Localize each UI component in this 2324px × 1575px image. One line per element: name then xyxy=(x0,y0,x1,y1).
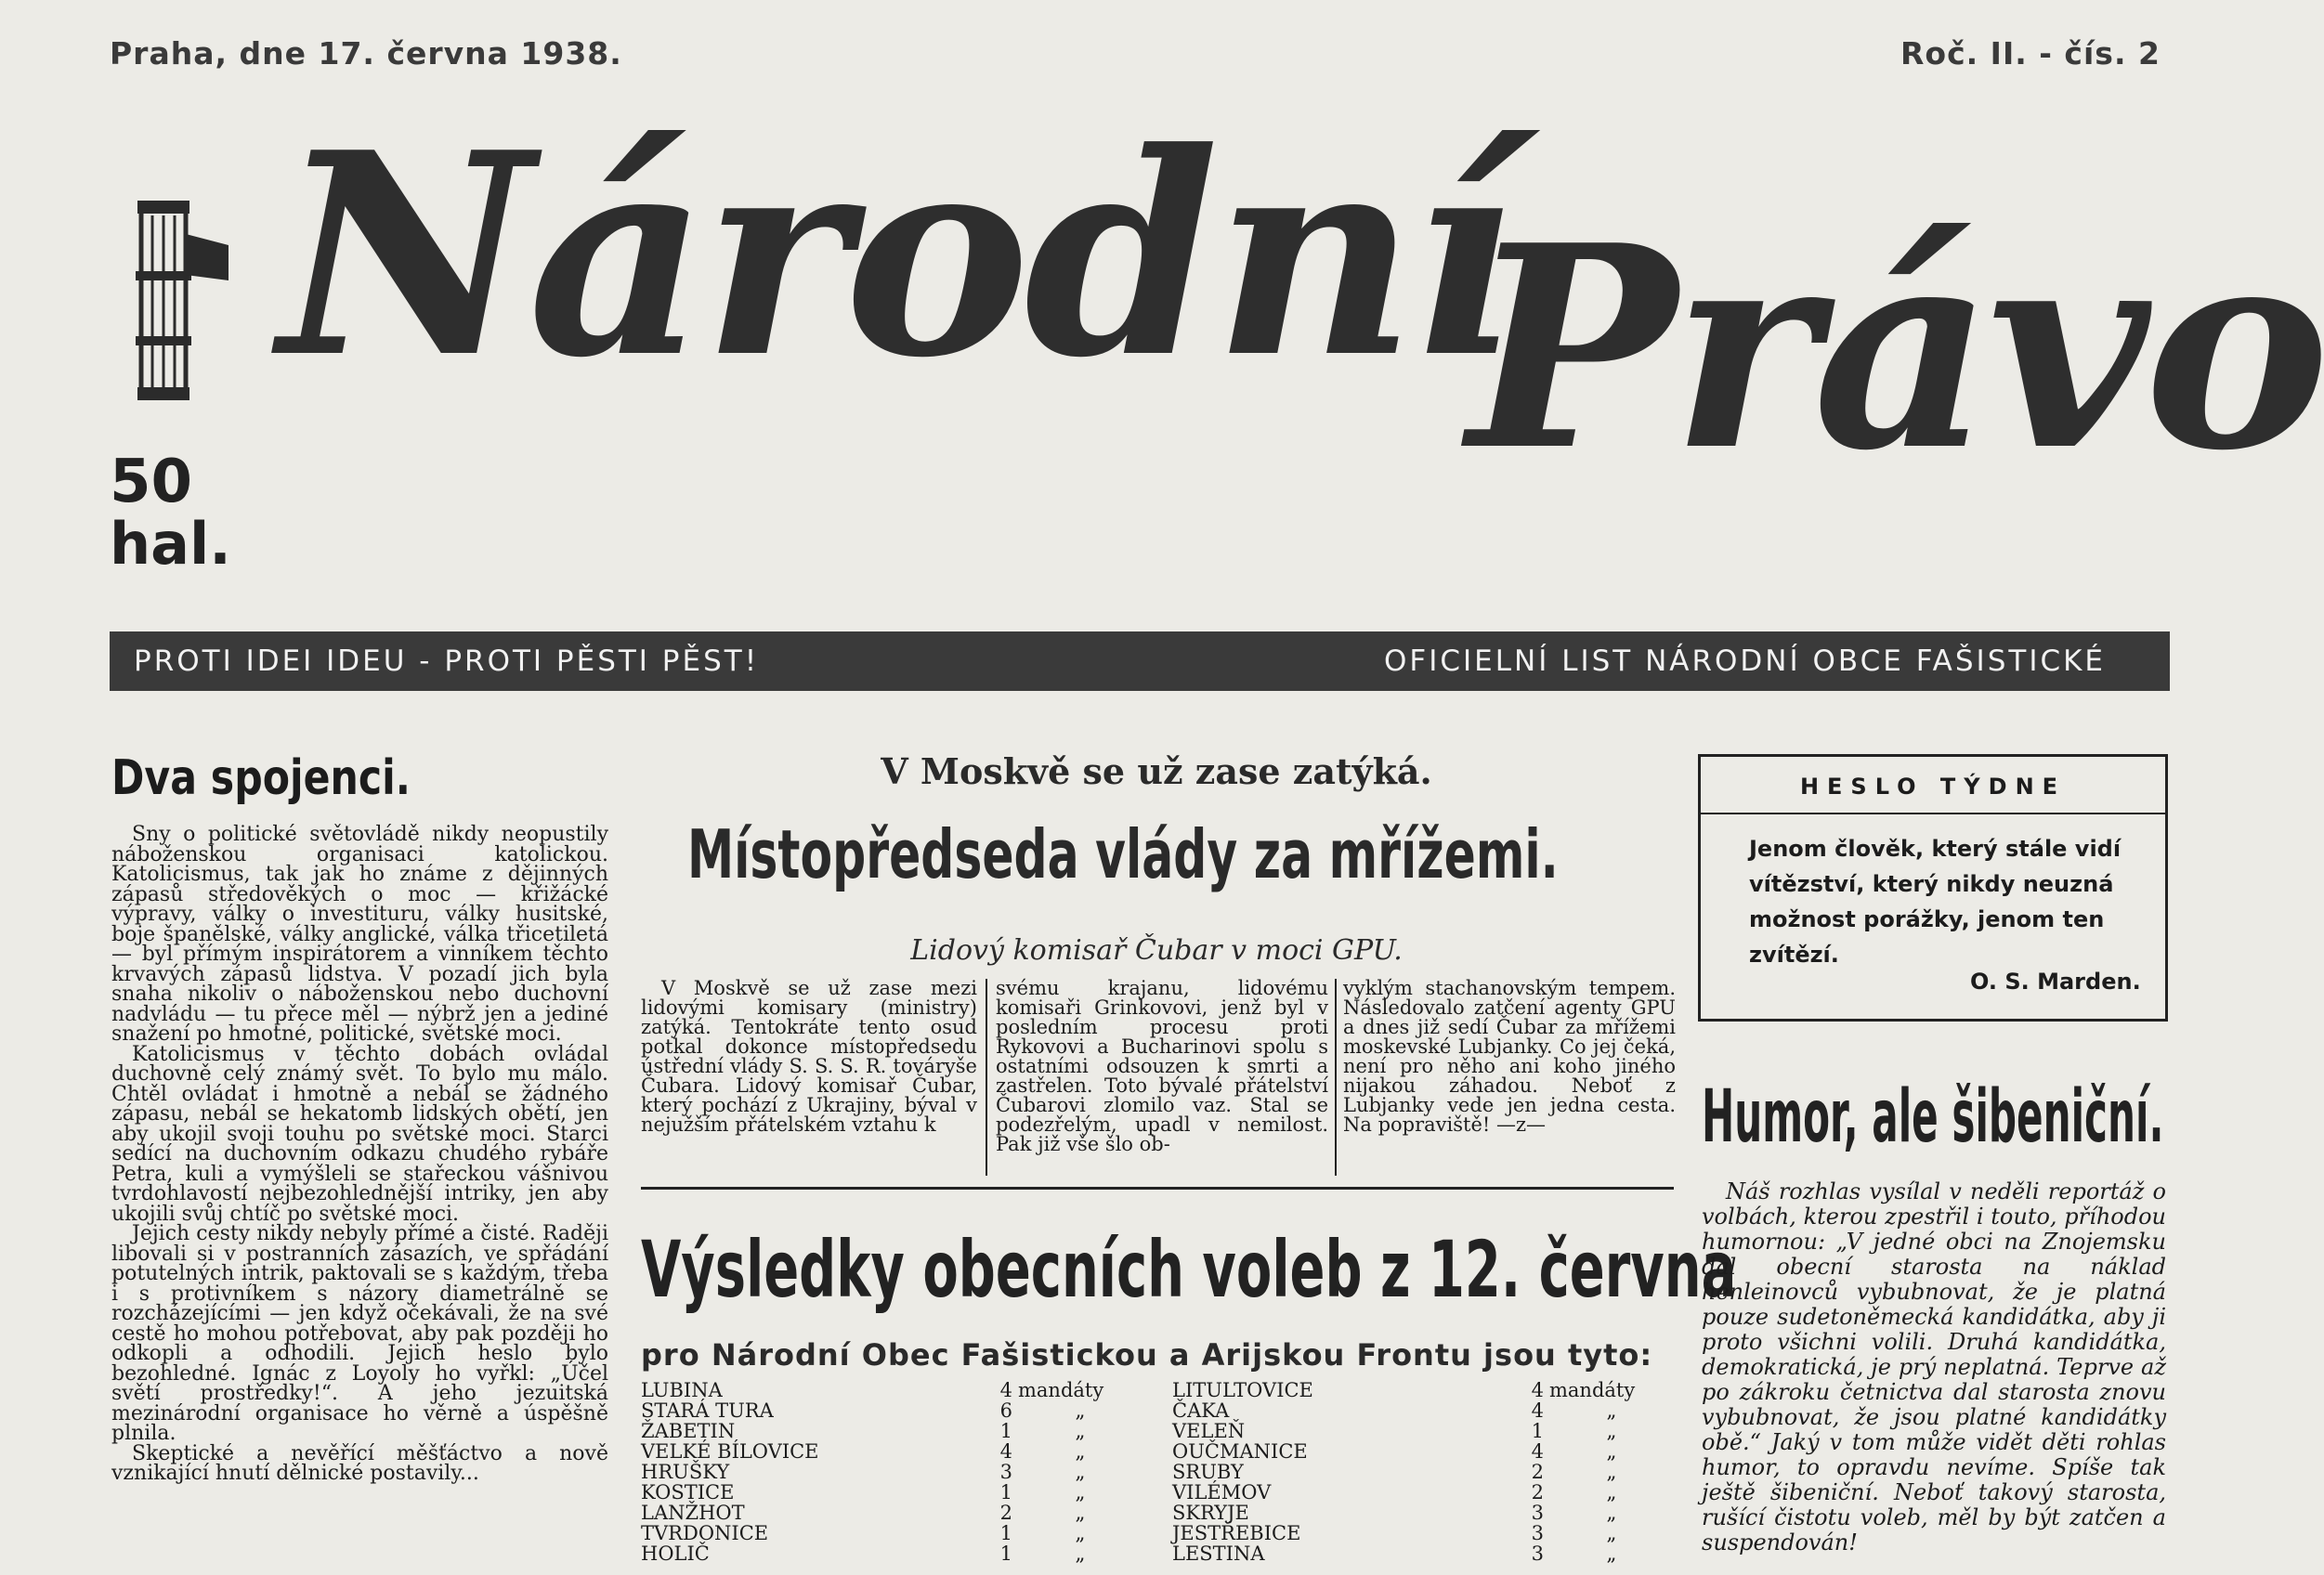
result-town: HRUŠKY xyxy=(641,1461,730,1483)
result-count: 1 xyxy=(999,1481,1012,1503)
result-unit: „ xyxy=(1606,1502,1617,1524)
result-town: LITULTOVICE xyxy=(1172,1379,1313,1401)
result-unit: „ xyxy=(1075,1502,1086,1524)
result-town: LANŽHOT xyxy=(641,1502,745,1524)
result-count: 6 xyxy=(999,1399,1012,1422)
right-article-title: Humor, ale šibeniční. xyxy=(1702,1075,2164,1159)
result-town: VELKÉ BÍLOVICE xyxy=(641,1440,819,1463)
result-unit: „ xyxy=(1606,1420,1617,1442)
result-row xyxy=(1172,1380,1674,1400)
result-unit: „ xyxy=(1075,1461,1086,1483)
result-unit: „ xyxy=(1075,1481,1086,1503)
result-count: 1 xyxy=(999,1420,1012,1442)
left-article-title: Dva spojenci. xyxy=(111,750,411,806)
motto-author: O. S. Marden. xyxy=(1970,969,2141,995)
left-article-paragraph: Katolicismus v těchto dobách ovládal duchovně celý známý svět. To bylo mu málo. Chtěl ovládat i hmotně a nebál se žádného zápasu, nebál se hekatomb lidských obětí, jen aby ukojil svoji touhu po světské moci. Starci sedící na duchovním odkazu chudého rybáře Petra, kuli a vymýšleli se stařeckou vášnivou tvrdohlavostí nejbezohlednější intriky, jen aby ukojili svůj chtíč po světské moci. xyxy=(111,1042,608,1226)
result-count: 1 xyxy=(999,1542,1012,1565)
result-row xyxy=(1172,1421,1674,1441)
center-subhead: Lidový komisař Čubar v moci GPU. xyxy=(910,934,1403,967)
result-town: VELEŇ xyxy=(1172,1420,1246,1442)
result-unit: „ xyxy=(1075,1399,1086,1422)
result-count: 2 xyxy=(999,1502,1012,1524)
result-unit: „ xyxy=(1606,1481,1617,1503)
left-article-paragraph: Skeptické a nevěřící měšťáctvo a nově vznikající hnutí dělnické postavily... xyxy=(111,1441,608,1485)
motto-box xyxy=(1698,754,2168,1022)
result-count: 4 xyxy=(999,1379,1012,1401)
result-count: 1 xyxy=(999,1522,1012,1544)
left-article-paragraph: Jejich cesty nikdy nebyly přímé a čisté. Raději libovali si v postranních zásazích, ve spřádání potutelných intrik, paktovali se s každým, třeba i s protivníkem s názory diametrálně se rozcházejícími — jen když očekávali, že na své cestě ho mohou potřebovat, aby pak později ho odkopli a odhodili. Jejich heslo bylo bezohledné. Ignác z Loyoly ho vyřkl: „Účel světí prostředky!“. A jeho jezuitská mezinárodní organisace ho věrně a úspěšně plnila. xyxy=(111,1222,608,1445)
result-town: ŽABETIN xyxy=(641,1420,736,1442)
result-unit: „ xyxy=(1606,1542,1617,1565)
price-amount: 50 xyxy=(110,448,193,516)
result-unit: „ xyxy=(1606,1440,1617,1463)
result-town: HOLIČ xyxy=(641,1542,710,1565)
result-town: OUČMANICE xyxy=(1172,1440,1308,1463)
result-unit: „ xyxy=(1075,1440,1086,1463)
result-count: 4 xyxy=(1531,1399,1544,1422)
fasces-emblem xyxy=(128,197,240,406)
result-town: LESTINA xyxy=(1172,1542,1265,1565)
result-count: 3 xyxy=(1531,1542,1544,1565)
result-count: 3 xyxy=(1531,1522,1544,1544)
result-row xyxy=(1172,1503,1674,1523)
result-row xyxy=(1172,1543,1674,1564)
column-rule xyxy=(1335,979,1337,1176)
result-town: SKRYJE xyxy=(1172,1502,1249,1524)
result-count: 3 xyxy=(1531,1502,1544,1524)
result-town: VILÉMOV xyxy=(1172,1481,1272,1503)
result-unit: „ xyxy=(1606,1522,1617,1544)
result-row xyxy=(1172,1482,1674,1503)
center-headline: Místopředseda vlády za mřížemi. xyxy=(687,815,1559,893)
center-column-1: V Moskvě se už zase mezi lidovými komisary (ministry) zatýká. Tentokráte tento osud potkal dokonce místopředsedu ústřední vlády S. S. S. R. továryše Čubara. Lidový komisař Čubar, který pochází z Ukrajiny, býval v nejužším přátelském vztahu k xyxy=(641,977,977,1136)
motto-title: HESLO TÝDNE xyxy=(1799,774,2067,800)
issue-number: Roč. II. - čís. 2 xyxy=(1900,35,2161,72)
result-unit: „ xyxy=(1075,1542,1086,1565)
result-row xyxy=(1172,1400,1674,1421)
result-town: STARÁ TURA xyxy=(641,1399,774,1422)
result-row xyxy=(641,1400,1142,1421)
result-row xyxy=(641,1523,1142,1543)
left-article-paragraph: Sny o politické světovládě nikdy neopustily náboženskou organisaci katolickou. Katolicismus, tak jak ho známe z dějinných zápasů středověkých o moc — křižácké výpravy, války o investituru, války husitské, boje španělské, války anglické, válka třicetiletá — byl přímým inspirátorem a vinníkem těchto krvavých zápasů lidstva. V pozadí jich byla snaha nikoliv o náboženskou nebo duchovní nadvládu — tu přece měl — nýbrž jen a jediné snažení po hmotné, politické, světské moci. xyxy=(111,823,608,1046)
result-town: SRUBY xyxy=(1172,1461,1244,1483)
column-rule xyxy=(986,979,987,1176)
result-row xyxy=(641,1380,1142,1400)
result-row xyxy=(641,1482,1142,1503)
result-count: 1 xyxy=(1531,1420,1544,1442)
results-headline: Výsledky obecních voleb z 12. června xyxy=(641,1224,1737,1315)
result-row xyxy=(1172,1441,1674,1462)
section-divider xyxy=(641,1187,1674,1190)
result-unit: „ xyxy=(1606,1399,1617,1422)
center-column-3: vyklým stachanovským tempem. Následovalo zatčení agenty GPU a dnes již sedí Čubar za mřížemi moskevské Lubjanky. Co jej čeká, není pro něho ani koho jiného nijakou záhadou. Neboť z Lubjanky vede jen jedna cesta. Na popraviště! —z— xyxy=(1343,977,1676,1136)
result-count: 4 xyxy=(1531,1440,1544,1463)
results-subhead: pro Národní Obec Fašistickou a Arijskou Frontu jsou tyto: xyxy=(641,1337,1653,1373)
slogan-band xyxy=(110,631,2170,691)
result-unit: „ xyxy=(1075,1420,1086,1442)
result-town: LUBINA xyxy=(641,1379,723,1401)
issue-date: Praha, dne 17. června 1938. xyxy=(110,35,622,72)
result-count: 2 xyxy=(1531,1481,1544,1503)
result-row xyxy=(641,1503,1142,1523)
results-right-list xyxy=(1172,1380,1674,1564)
price-unit: hal. xyxy=(110,510,231,578)
masthead-word-pravo: Právo xyxy=(1468,184,2324,512)
result-row xyxy=(1172,1523,1674,1543)
result-row xyxy=(641,1462,1142,1482)
result-row xyxy=(641,1441,1142,1462)
slogan-left: PROTI IDEI IDEU - PROTI PĚSTI PĚST! xyxy=(134,644,760,678)
motto-rule xyxy=(1701,813,2165,814)
motto-quote: Jenom člověk, který stále vidí vítězství, který nikdy neuzná možnost porážky, jenom ten zvítězí. xyxy=(1749,836,2122,968)
right-article-body: Náš rozhlas vysílal v neděli reportáž o volbách, kterou zpestřil i touto, příhodou humornou: „V jedné obci na Znojemsku dal obecní starosta na náklad henleinovců vybubnovat, že je platná pouze sudetoněmecká kandidátka, aby ji proto všichni volili. Druhá kandidátka, demokratická, je prý neplatná. Teprve až po zákroku četnictva dal starosta znovu vybubnovat, že jsou platné kandidátky obě.“ Jaký v tom může vidět děti rohlas humor, to opravdu nevíme. Spíše tak ještě šibeniční. Neboť takový starosta, rušící čistotu voleb, měl by být zatčen a suspendován! xyxy=(1702,1178,2166,1555)
result-count: 4 xyxy=(999,1440,1012,1463)
result-count: 4 xyxy=(1531,1379,1544,1401)
result-town: TVRDONICE xyxy=(641,1522,769,1544)
left-article-body xyxy=(111,825,608,1575)
results-left-list xyxy=(641,1380,1152,1564)
masthead-word-narodni: Národní xyxy=(279,91,1511,419)
result-row xyxy=(641,1421,1142,1441)
result-town: KOSTICE xyxy=(641,1481,735,1503)
result-row xyxy=(641,1543,1142,1564)
center-kicker: V Moskvě se už zase zatýká. xyxy=(881,750,1432,792)
result-town: JESTŘEBICE xyxy=(1172,1522,1301,1544)
result-unit: mandáty xyxy=(1549,1379,1636,1401)
result-row xyxy=(1172,1462,1674,1482)
result-unit: „ xyxy=(1606,1461,1617,1483)
slogan-right: OFICIELNÍ LIST NÁRODNÍ OBCE FAŠISTICKÉ xyxy=(1384,644,2107,678)
result-unit: mandáty xyxy=(1018,1379,1104,1401)
result-unit: „ xyxy=(1075,1522,1086,1544)
center-column-2: svému krajanu, lidovému komisaři Grinkovovi, jenž byl v posledním procesu proti Rykovovi a Bucharinovi spolu s ostatními odsouzen k smrti a zastřelen. Toto bývalé přátelství Čubarovi zlomilo vaz. Stal se podezřelým, upadl v nemilost. Pak již vše šlo ob- xyxy=(996,977,1328,1155)
result-count: 3 xyxy=(999,1461,1012,1483)
result-count: 2 xyxy=(1531,1461,1544,1483)
result-town: ČAKA xyxy=(1172,1399,1230,1422)
